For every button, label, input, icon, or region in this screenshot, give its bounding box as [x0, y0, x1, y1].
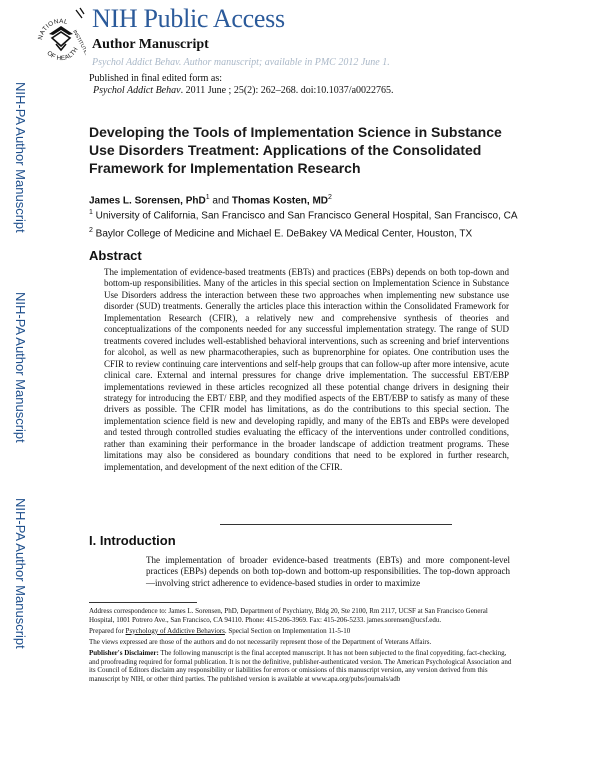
- brand-subtitle: Author Manuscript: [92, 37, 209, 52]
- correspondence-note: Address correspondence to: James L. Sorensen, PhD, Department of Psychiatry, Bldg 20, Ste 2100, Rm 2117, UCSF at San Francisco General Hospital, 1001 Potrero Ave., San Francisco, CA 94110. Phone: 415-206-3969. Fax: 415-206-5233. james.sorensen@ucsf.edu.: [89, 607, 488, 624]
- side-label: NIH-PA Author Manuscript: [13, 82, 28, 233]
- side-label: NIH-PA Author Manuscript: [13, 498, 28, 649]
- logo-text-bottom: OF HEALTH: [45, 46, 80, 63]
- prepared-note: [89, 627, 515, 636]
- affiliation-mark: 2: [89, 227, 93, 234]
- author-name: Thomas Kosten, MD: [231, 195, 328, 207]
- author-line: [89, 194, 332, 206]
- author-affiliation-mark: 2: [328, 194, 332, 201]
- disclaimer-text: The following manuscript is the final accepted manuscript. It has not been subjected to the final copyediting, fact-checking, and proofreading required for formal publication. It is not the definitive, publisher-authenticated version. The American Psychological Association and its Council of Editors disclaim any responsibility or liabilities for errors or omissions of this manuscript version, any version derived from this manuscript by NIH, or other third parties. The published version is available at www.apa.org/pubs/journals/adb: [89, 649, 512, 683]
- side-label: NIH-PA Author Manuscript: [13, 292, 28, 443]
- availability-note: [92, 57, 390, 68]
- affiliation-text: University of California, San Francisco and San Francisco General Hospital, San Francisco, CA: [92, 210, 518, 222]
- availability-journal: Psychol Addict Behav: [92, 57, 179, 68]
- introduction-heading: I. Introduction: [89, 533, 176, 548]
- published-label: Published in final edited form as:: [89, 73, 223, 84]
- citation-rest: . 2011 June ; 25(2): 262–268. doi:10.1037/a0022765.: [180, 85, 394, 96]
- citation-journal: Psychol Addict Behav: [93, 85, 181, 96]
- introduction-text: The implementation of broader evidence-based treatments (EBTs) and more component-level practices (EBPs) depends on both top-down and bottom-up responsibilities. The top-down approach—involving strict adherence to evidence-based studies in order to maximize: [146, 555, 510, 588]
- logo-text-top: NATIONAL: [37, 17, 69, 41]
- abstract-text: The implementation of evidence-based treatments (EBTs) and practices (EBPs) depends on both top-down and bottom-up responsibilities. Many of the articles in this special section on Implementation Science in Substance Use Disorders address the interaction between these two approaches when implementing new substance use disorder (SUD) treatments. Generally the articles place this interaction within the Consolidated Framework for Implementation Research (CFIR), a relatively new and comprehensive synthesis of theories and conceptualizations of the components needed for any successful implementation strategy. The range of SUD treatments covered includes well-established behavioral interventions, such as screening and brief interventions for alcohol, as well as new pharmacotherapies, such as buprenorphine for opiates. One contribution uses the CFIR to review continuing care interventions and self-help groups that can follow-up after more intensive, acute clinical care. External and internal pressures for change drive implementation. The successful EBT/EBP implementations reviewed in these articles recognized all these potential change drivers in designing their strategy for introducing the EBT/ EBP, and they modified aspects of the EBT/EBP to satisfy as many of these drivers as possible. The CFIR model has limitations, as do the contributions to this special section. The implementation science field is new and developing rapidly, and many of the EBTs and EBPs were developed and tested through controlled studies evaluating the efficacy of the interventions under controlled conditions, rather than examining their performance in the broader landscape of addiction treatment programs. These limitations may also be considered as boundary conditions that need to be explored in further research, implementation, and development of the next edition of the CFIR.: [104, 267, 509, 472]
- availability-rest: . Author manuscript; available in PMC 2012 June 1.: [178, 57, 390, 68]
- author-conjunction: and: [209, 195, 232, 207]
- footnotes: [89, 607, 515, 686]
- citation: [89, 85, 394, 97]
- affiliation: [89, 209, 518, 221]
- affiliation: [89, 227, 472, 239]
- section-divider: [220, 524, 452, 525]
- publisher-disclaimer: [89, 649, 515, 683]
- nih-logo: [36, 4, 86, 74]
- views-note: The views expressed are those of the authors and do not necessarily represent those of the Department of Veterans Affairs.: [89, 637, 432, 646]
- article-title: Developing the Tools of Implementation Science in Substance Use Disorders Treatment: Applications of the Consolidated Framework for Implementation Research: [89, 124, 502, 176]
- disclaimer-label: Publisher's Disclaimer:: [89, 649, 159, 658]
- logo-text-mid: INSTITUTES: [71, 29, 86, 58]
- prepared-prefix: Prepared for: [89, 626, 126, 635]
- author-affiliation-mark: 1: [205, 194, 210, 201]
- footnote-divider: [89, 602, 197, 603]
- affiliation-text: Baylor College of Medicine and Michael E. DeBakey VA Medical Center, Houston, TX: [92, 228, 473, 240]
- prepared-suffix: . Special Section on Implementation 11-5-10: [224, 626, 351, 635]
- affiliation-mark: 1: [89, 209, 93, 216]
- brand-title: NIH Public Access: [92, 4, 285, 33]
- author-name: James L. Sorensen, PhD: [89, 195, 206, 207]
- journal-link[interactable]: Psychology of Addictive Behaviors: [125, 626, 225, 635]
- publication-info: [89, 73, 394, 97]
- abstract-heading: Abstract: [89, 248, 142, 263]
